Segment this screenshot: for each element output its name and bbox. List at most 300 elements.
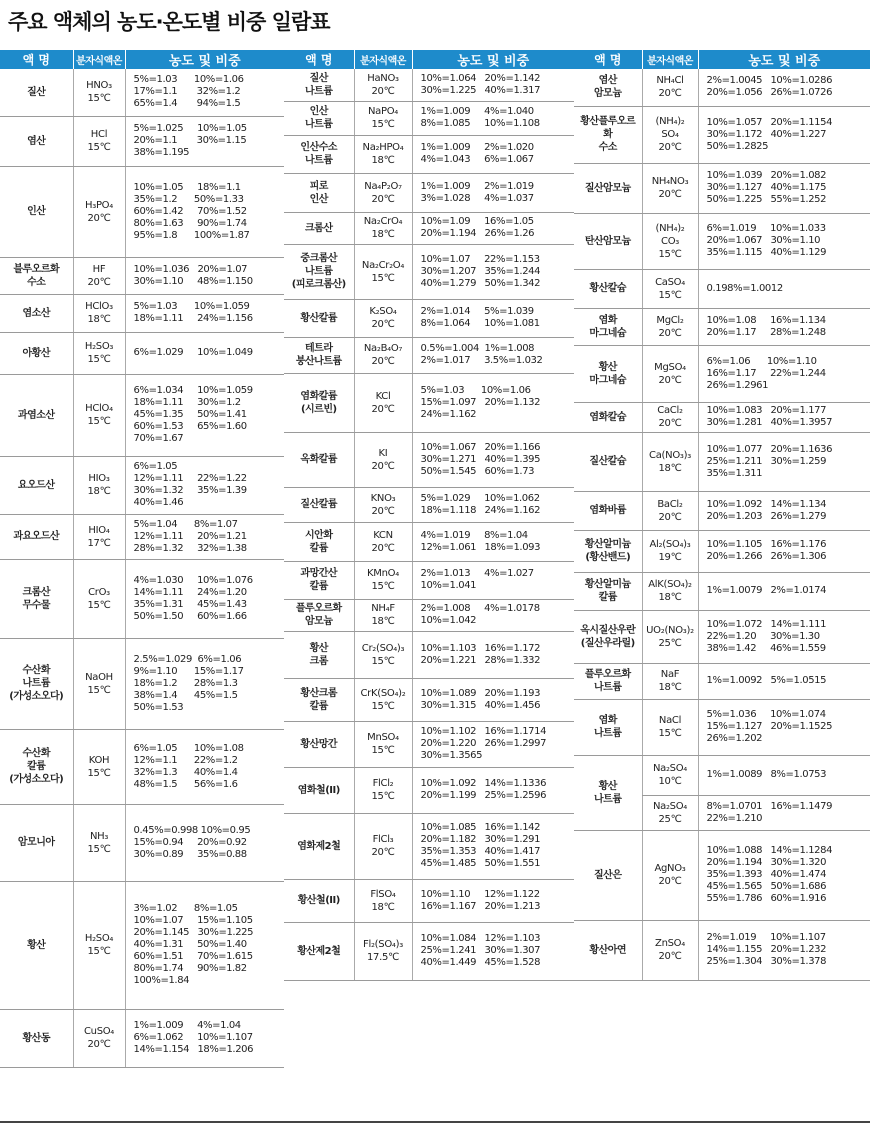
molecular-formula: Na₂SO₄ (652, 800, 688, 812)
liquid-temperature: 25℃ (658, 637, 682, 649)
formula-temp-cell (354, 173, 412, 212)
table-row (284, 299, 574, 337)
molecular-formula: FlCl₂ (372, 778, 394, 789)
molecular-formula: AgNO₃ (654, 863, 686, 874)
formula-temp-cell (354, 212, 412, 244)
concentration-density: 8%=1.0701 16%=1.1479 22%=1.210 (698, 795, 870, 830)
liquid-temperature: 20℃ (371, 403, 395, 415)
liquid-temperature: 18℃ (658, 592, 682, 603)
table-row (574, 432, 870, 491)
liquid-name: 염화철(II) (284, 767, 354, 813)
molecular-formula: Na₂HPO₄ (362, 142, 404, 153)
liquid-name: 인산수소 나트륨 (284, 135, 354, 173)
molecular-formula: NH₄NO₃ (651, 176, 689, 187)
concentration-density: 10%=1.103 16%=1.172 20%=1.221 28%=1.332 (412, 631, 574, 678)
molecular-formula: (NH₄)₂ CO₃ (655, 222, 685, 247)
concentration-density: 5%=1.036 10%=1.074 15%=1.127 20%=1.1525 26%=1.202 (698, 699, 870, 755)
header-concentration: 농도 및 비중 (125, 50, 284, 69)
liquid-name: 황산철(II) (284, 879, 354, 922)
header-concentration: 농도 및 비중 (412, 50, 574, 69)
molecular-formula: Al₂(SO₄)₃ (649, 539, 691, 550)
liquid-name: 황산플루오르화 수소 (574, 106, 642, 163)
formula-temp-cell (642, 163, 698, 213)
formula-temp-cell (642, 699, 698, 755)
liquid-name: 질산칼슘 (574, 432, 642, 491)
liquid-name: 시안화 칼륨 (284, 522, 354, 561)
table-row (574, 530, 870, 572)
liquid-temperature: 15℃ (87, 599, 111, 611)
liquid-temperature: 15℃ (658, 248, 682, 260)
concentration-density: 5%=1.025 10%=1.05 20%=1.1 30%=1.15 38%=1.195 (125, 116, 284, 166)
formula-temp-cell (354, 432, 412, 487)
liquid-temperature: 20℃ (371, 319, 395, 330)
liquid-temperature: 18℃ (371, 901, 395, 913)
concentration-density: 1%=1.0089 8%=1.0753 (698, 755, 870, 795)
liquid-name: 황산 크롬 (284, 631, 354, 678)
concentration-density: 10%=1.085 16%=1.142 20%=1.182 30%=1.291 35%=1.353 40%=1.417 45%=1.485 50%=1.551 (412, 813, 574, 879)
liquid-name: 황산 마그네슘 (574, 345, 642, 402)
formula-temp-cell (73, 559, 125, 638)
concentration-density: 6%=1.05 12%=1.11 22%=1.22 30%=1.32 35%=1.39 40%=1.46 (125, 456, 284, 514)
molecular-formula: ZnSO₄ (655, 938, 685, 949)
table-row (284, 135, 574, 173)
liquid-temperature: 15℃ (371, 745, 395, 756)
table-row (574, 308, 870, 345)
concentration-density: 0.198%=1.0012 (698, 269, 870, 308)
table-row (574, 163, 870, 213)
table-row (574, 106, 870, 163)
liquid-temperature: 20℃ (371, 505, 395, 517)
table-row (0, 257, 284, 294)
formula-temp-cell (642, 572, 698, 610)
liquid-name: 질산은 (574, 830, 642, 920)
liquid-name: 아황산 (0, 332, 73, 374)
liquid-name: 염소산 (0, 294, 73, 332)
molecular-formula: AlK(SO₄)₂ (648, 579, 692, 590)
table-row (284, 212, 574, 244)
table-row (0, 332, 284, 374)
molecular-formula: H₃PO₄ (85, 199, 113, 211)
header-formula: 분자식액온 (642, 50, 698, 69)
liquid-name: 과요오드산 (0, 514, 73, 559)
table-row (284, 173, 574, 212)
liquid-temperature: 15℃ (87, 416, 111, 427)
concentration-density: 2%=1.0045 10%=1.0286 20%=1.056 26%=1.0726 (698, 69, 870, 106)
formula-temp-cell (73, 804, 125, 881)
molecular-formula: MgCl₂ (656, 314, 684, 326)
formula-temp-cell (354, 599, 412, 631)
formula-temp-cell (642, 491, 698, 530)
concentration-density: 10%=1.057 20%=1.1154 30%=1.172 40%=1.227 50%=1.2825 (698, 106, 870, 163)
liquid-temperature: 20℃ (371, 193, 395, 205)
concentration-density: 10%=1.07 22%=1.153 30%=1.207 35%=1.244 40%=1.279 50%=1.342 (412, 244, 574, 299)
density-table-middle (284, 50, 574, 981)
liquid-name: 과망간산 칼륨 (284, 561, 354, 599)
bottom-rule (0, 1121, 870, 1123)
table-row (284, 561, 574, 599)
formula-temp-cell (354, 244, 412, 299)
formula-temp-cell (73, 881, 125, 1009)
liquid-temperature: 17.5℃ (367, 952, 399, 963)
liquid-temperature: 15℃ (658, 289, 682, 301)
liquid-temperature: 15℃ (87, 767, 111, 779)
molecular-formula: KMnO₄ (367, 568, 399, 579)
formula-temp-cell (354, 879, 412, 922)
liquid-temperature: 20℃ (371, 356, 395, 367)
liquid-temperature: 20℃ (87, 276, 111, 288)
liquid-name: 황산동 (0, 1009, 73, 1067)
table-row (574, 663, 870, 699)
table-row (574, 572, 870, 610)
liquid-name: 염산 암모늄 (574, 69, 642, 106)
concentration-density: 1%=1.009 4%=1.04 6%=1.062 10%=1.107 14%=1.154 18%=1.206 (125, 1009, 284, 1067)
table-row (284, 487, 574, 522)
concentration-density: 3%=1.02 8%=1.05 10%=1.07 15%=1.105 20%=1.145 30%=1.225 40%=1.31 50%=1.40 60%=1.51 70%=1.615 80%=1.74 90%=1.82 100%=1.84 (125, 881, 284, 1009)
formula-temp-cell (73, 166, 125, 257)
molecular-formula: Na₂CrO₄ (363, 216, 403, 227)
formula-temp-cell (642, 345, 698, 402)
molecular-formula: MnSO₄ (367, 732, 399, 743)
molecular-formula: FlSO₄ (370, 888, 396, 900)
liquid-name: 질산암모늄 (574, 163, 642, 213)
formula-temp-cell (354, 487, 412, 522)
liquid-temperature: 15℃ (87, 946, 111, 957)
formula-temp-cell (354, 373, 412, 432)
liquid-name: 황산아연 (574, 920, 642, 980)
liquid-temperature: 25℃ (658, 813, 682, 825)
formula-temp-cell (73, 638, 125, 729)
molecular-formula: HClO₃ (85, 301, 113, 312)
liquid-name: 암모니아 (0, 804, 73, 881)
liquid-name: 피로 인산 (284, 173, 354, 212)
table-row (284, 813, 574, 879)
liquid-temperature: 20℃ (658, 374, 682, 386)
table-row (284, 373, 574, 432)
molecular-formula: CaSO₄ (655, 276, 685, 288)
liquid-name: 황산알미늄 (황산밴드) (574, 530, 642, 572)
liquid-temperature: 10℃ (658, 776, 682, 787)
liquid-temperature: 18℃ (658, 462, 682, 474)
molecular-formula: CrK(SO₄)₂ (360, 687, 406, 699)
formula-temp-cell (642, 795, 698, 830)
liquid-temperature: 18℃ (371, 229, 395, 240)
formula-temp-cell (642, 308, 698, 345)
molecular-formula: KOH (88, 754, 110, 766)
molecular-formula: KCl (375, 390, 391, 402)
concentration-density: 10%=1.036 20%=1.07 30%=1.10 48%=1.150 (125, 257, 284, 294)
formula-temp-cell (354, 631, 412, 678)
molecular-formula: NaPO₄ (367, 106, 399, 117)
concentration-density: 1%=1.0092 5%=1.0515 (698, 663, 870, 699)
table-row (284, 721, 574, 767)
table-row (0, 804, 284, 881)
formula-temp-cell (642, 269, 698, 308)
formula-temp-cell (642, 610, 698, 663)
table-row (574, 491, 870, 530)
table-row (0, 881, 284, 1009)
formula-temp-cell (354, 922, 412, 980)
molecular-formula: Na₂B₄O₇ (363, 343, 403, 354)
molecular-formula: HaNO₃ (367, 72, 399, 84)
liquid-name: 질산 (0, 69, 73, 116)
liquid-name: 황산망간 (284, 721, 354, 767)
liquid-temperature: 15℃ (371, 655, 395, 667)
concentration-density: 5%=1.029 10%=1.062 18%=1.118 24%=1.162 (412, 487, 574, 522)
formula-temp-cell (642, 106, 698, 163)
concentration-density: 10%=1.064 20%=1.142 30%=1.225 40%=1.317 (412, 69, 574, 101)
formula-temp-cell (354, 561, 412, 599)
concentration-density: 1%=1.009 2%=1.020 4%=1.043 6%=1.067 (412, 135, 574, 173)
molecular-formula: KNO₃ (370, 492, 396, 504)
concentration-density: 10%=1.088 14%=1.1284 20%=1.194 30%=1.320 35%=1.393 40%=1.474 45%=1.565 50%=1.686 55%=1.786 60%=1.916 (698, 830, 870, 920)
formula-temp-cell (354, 813, 412, 879)
table-row (574, 69, 870, 106)
concentration-density: 6%=1.06 10%=1.10 16%=1.17 22%=1.244 26%=1.2961 (698, 345, 870, 402)
formula-temp-cell (642, 213, 698, 269)
formula-temp-cell (354, 299, 412, 337)
header-formula: 분자식액온 (73, 50, 125, 69)
molecular-formula: HClO₄ (85, 403, 113, 414)
concentration-density: 4%=1.019 8%=1.04 12%=1.061 18%=1.093 (412, 522, 574, 561)
formula-temp-cell (73, 729, 125, 804)
molecular-formula: HIO₃ (88, 473, 110, 484)
liquid-name: 요오드산 (0, 456, 73, 514)
formula-temp-cell (642, 830, 698, 920)
liquid-temperature: 15℃ (658, 728, 682, 739)
header-name: 액 명 (574, 50, 642, 69)
molecular-formula: NaF (660, 669, 680, 680)
liquid-temperature: 15℃ (87, 93, 111, 105)
table-row (574, 755, 870, 795)
concentration-density: 10%=1.083 20%=1.177 30%=1.281 40%=1.3957 (698, 402, 870, 432)
molecular-formula: MgSO₄ (654, 361, 686, 373)
molecular-formula: HF (92, 263, 106, 275)
liquid-temperature: 15℃ (371, 119, 395, 130)
formula-temp-cell (73, 294, 125, 332)
liquid-temperature: 20℃ (658, 327, 682, 339)
liquid-name: 질산칼륨 (284, 487, 354, 522)
liquid-name: 염화제2철 (284, 813, 354, 879)
molecular-formula: Na₂SO₄ (652, 763, 688, 774)
molecular-formula: H₂SO₃ (84, 341, 114, 352)
liquid-temperature: 20℃ (371, 85, 395, 97)
liquid-name: 플루오르화 나트륨 (574, 663, 642, 699)
molecular-formula: CuSO₄ (83, 1026, 115, 1037)
density-table-left (0, 50, 284, 1068)
header-formula: 분자식액온 (354, 50, 412, 69)
liquid-name: 황산칼슘 (574, 269, 642, 308)
table-row (284, 767, 574, 813)
concentration-density: 5%=1.04 8%=1.07 12%=1.11 20%=1.21 28%=1.32 32%=1.38 (125, 514, 284, 559)
liquid-name: 중크롬산 나트륨 (피로크롬산) (284, 244, 354, 299)
molecular-formula: H₂SO₄ (84, 933, 114, 944)
table-row (284, 432, 574, 487)
table-row (284, 599, 574, 631)
table-row (284, 678, 574, 721)
liquid-name: 과염소산 (0, 374, 73, 456)
formula-temp-cell (354, 101, 412, 135)
concentration-density: 10%=1.089 20%=1.193 30%=1.315 40%=1.456 (412, 678, 574, 721)
table-row (0, 638, 284, 729)
liquid-temperature: 15℃ (371, 581, 395, 592)
header-name: 액 명 (284, 50, 354, 69)
liquid-name: 황산제2철 (284, 922, 354, 980)
header-concentration: 농도 및 비중 (698, 50, 870, 69)
formula-temp-cell (354, 678, 412, 721)
liquid-name: 플루오르화 암모늄 (284, 599, 354, 631)
liquid-temperature: 20℃ (658, 876, 682, 887)
liquid-temperature: 15℃ (87, 684, 111, 696)
table-row (574, 920, 870, 980)
table-row (0, 166, 284, 257)
concentration-density: 10%=1.072 14%=1.111 22%=1.20 30%=1.30 38%=1.42 46%=1.559 (698, 610, 870, 663)
formula-temp-cell (354, 69, 412, 101)
formula-temp-cell (642, 663, 698, 699)
table-row (284, 337, 574, 373)
liquid-temperature: 20℃ (658, 142, 682, 153)
liquid-name: 수산화 칼륨 (가성소오다) (0, 729, 73, 804)
concentration-density: 0.45%=0.998 10%=0.95 15%=0.94 20%=0.92 30%=0.89 35%=0.88 (125, 804, 284, 881)
liquid-name: 크롬산 (284, 212, 354, 244)
molecular-formula: (NH₄)₂ SO₄ (655, 116, 685, 140)
concentration-density: 10%=1.08 16%=1.134 20%=1.17 28%=1.248 (698, 308, 870, 345)
concentration-density: 5%=1.03 10%=1.06 15%=1.097 20%=1.132 24%=1.162 (412, 373, 574, 432)
liquid-temperature: 20℃ (658, 189, 682, 200)
concentration-density: 2%=1.013 4%=1.027 10%=1.041 (412, 561, 574, 599)
liquid-name: 황산크롬 칼륨 (284, 678, 354, 721)
concentration-density: 6%=1.034 10%=1.059 18%=1.11 30%=1.2 45%=1.35 50%=1.41 60%=1.53 65%=1.60 70%=1.67 (125, 374, 284, 456)
table-row (574, 213, 870, 269)
page-title: 주요 액체의 농도·온도별 비중 일람표 (8, 10, 330, 34)
formula-temp-cell (73, 69, 125, 116)
table-row (574, 345, 870, 402)
formula-temp-cell (354, 721, 412, 767)
concentration-density: 10%=1.092 14%=1.1336 20%=1.199 25%=1.2596 (412, 767, 574, 813)
concentration-density: 2.5%=1.029 6%=1.06 9%=1.10 15%=1.17 18%=1.2 28%=1.3 38%=1.4 45%=1.5 50%=1.53 (125, 638, 284, 729)
concentration-density: 10%=1.067 20%=1.166 30%=1.271 40%=1.395 50%=1.545 60%=1.73 (412, 432, 574, 487)
liquid-temperature: 18℃ (371, 155, 395, 166)
concentration-density: 5%=1.03 10%=1.059 18%=1.11 24%=1.156 (125, 294, 284, 332)
formula-temp-cell (73, 456, 125, 514)
liquid-temperature: 17℃ (87, 537, 111, 549)
molecular-formula: NH₄F (371, 603, 395, 614)
table-row (284, 879, 574, 922)
concentration-density: 1%=1.009 4%=1.040 8%=1.085 10%=1.108 (412, 101, 574, 135)
table-row (574, 610, 870, 663)
molecular-formula: HCl (90, 129, 108, 140)
molecular-formula: NaCl (658, 715, 682, 726)
liquid-temperature: 15℃ (87, 354, 111, 365)
molecular-formula: NaOH (85, 671, 113, 683)
molecular-formula: HIO₄ (88, 524, 110, 536)
table-row (574, 402, 870, 432)
liquid-name: 염화칼슘 (574, 402, 642, 432)
liquid-name: 황산 (0, 881, 73, 1009)
liquid-temperature: 20℃ (87, 212, 111, 224)
molecular-formula: KCN (373, 529, 393, 541)
liquid-temperature: 20℃ (658, 951, 682, 962)
table-row (574, 269, 870, 308)
liquid-temperature: 15℃ (371, 700, 395, 712)
liquid-temperature: 20℃ (658, 511, 682, 523)
liquid-name: 염화 나트륨 (574, 699, 642, 755)
table-row (0, 456, 284, 514)
formula-temp-cell (73, 332, 125, 374)
concentration-density: 0.5%=1.004 1%=1.008 2%=1.017 3.5%=1.032 (412, 337, 574, 373)
molecular-formula: Cr₂(SO₄)₃ (361, 642, 405, 654)
molecular-formula: CrO₃ (88, 586, 110, 598)
liquid-name: 황산 나트륨 (574, 755, 642, 830)
molecular-formula: K₂SO₄ (369, 306, 397, 317)
liquid-name: 인산 나트륨 (284, 101, 354, 135)
concentration-density: 2%=1.014 5%=1.039 8%=1.064 10%=1.081 (412, 299, 574, 337)
liquid-name: 염화 마그네슘 (574, 308, 642, 345)
liquid-temperature: 18℃ (87, 486, 111, 497)
formula-temp-cell (354, 767, 412, 813)
table-row (0, 69, 284, 116)
liquid-temperature: 20℃ (87, 1039, 111, 1050)
molecular-formula: NH₃ (89, 830, 109, 842)
liquid-temperature: 18℃ (658, 682, 682, 693)
table-row (284, 101, 574, 135)
liquid-temperature: 15℃ (371, 791, 395, 802)
table-row (284, 69, 574, 101)
concentration-density: 4%=1.030 10%=1.076 14%=1.11 24%=1.20 35%=1.31 45%=1.43 50%=1.50 60%=1.66 (125, 559, 284, 638)
liquid-temperature: 15℃ (87, 142, 111, 153)
table-row (284, 244, 574, 299)
concentration-density: 10%=1.05 18%=1.1 35%=1.2 50%=1.33 60%=1.42 70%=1.52 80%=1.63 90%=1.74 95%=1.8 100%=1.87 (125, 166, 284, 257)
concentration-density: 10%=1.105 16%=1.176 20%=1.266 26%=1.306 (698, 530, 870, 572)
concentration-density: 10%=1.102 16%=1.1714 20%=1.220 26%=1.2997 30%=1.3565 (412, 721, 574, 767)
molecular-formula: UO₂(NO₃)₂ (646, 624, 694, 636)
concentration-density: 6%=1.029 10%=1.049 (125, 332, 284, 374)
liquid-name: 테트라 붕산나트륨 (284, 337, 354, 373)
formula-temp-cell (642, 432, 698, 491)
table-row (284, 922, 574, 980)
table-row (284, 631, 574, 678)
concentration-density: 10%=1.09 16%=1.05 20%=1.194 26%=1.26 (412, 212, 574, 244)
liquid-temperature: 15℃ (87, 843, 111, 855)
liquid-temperature: 20℃ (371, 847, 395, 858)
concentration-density: 6%=1.05 10%=1.08 12%=1.1 22%=1.2 32%=1.3 40%=1.4 48%=1.5 56%=1.6 (125, 729, 284, 804)
density-table-right (574, 50, 870, 981)
table-row (0, 514, 284, 559)
concentration-density: 10%=1.084 12%=1.103 25%=1.241 30%=1.307 40%=1.449 45%=1.528 (412, 922, 574, 980)
concentration-density: 2%=1.019 10%=1.107 14%=1.155 20%=1.232 25%=1.304 30%=1.378 (698, 920, 870, 980)
liquid-name: 황산칼륨 (284, 299, 354, 337)
formula-temp-cell (642, 920, 698, 980)
table-row (0, 374, 284, 456)
formula-temp-cell (354, 135, 412, 173)
liquid-name: 염산 (0, 116, 73, 166)
liquid-name: 탄산암모늄 (574, 213, 642, 269)
formula-temp-cell (73, 257, 125, 294)
liquid-temperature: 20℃ (371, 542, 395, 554)
molecular-formula: Na₂Cr₂O₄ (361, 259, 405, 271)
concentration-density: 10%=1.10 12%=1.122 16%=1.167 20%=1.213 (412, 879, 574, 922)
liquid-temperature: 19℃ (658, 552, 682, 563)
liquid-temperature: 18℃ (87, 314, 111, 325)
liquid-name: 인산 (0, 166, 73, 257)
molecular-formula: NH₄Cl (656, 75, 684, 87)
liquid-name: 질산 나트륨 (284, 69, 354, 101)
formula-temp-cell (73, 374, 125, 456)
concentration-density: 5%=1.03 10%=1.06 17%=1.1 32%=1.2 65%=1.4 94%=1.5 (125, 69, 284, 116)
table-row (0, 116, 284, 166)
concentration-density: 10%=1.092 14%=1.134 20%=1.203 26%=1.279 (698, 491, 870, 530)
formula-temp-cell (354, 522, 412, 561)
molecular-formula: KI (378, 447, 388, 459)
